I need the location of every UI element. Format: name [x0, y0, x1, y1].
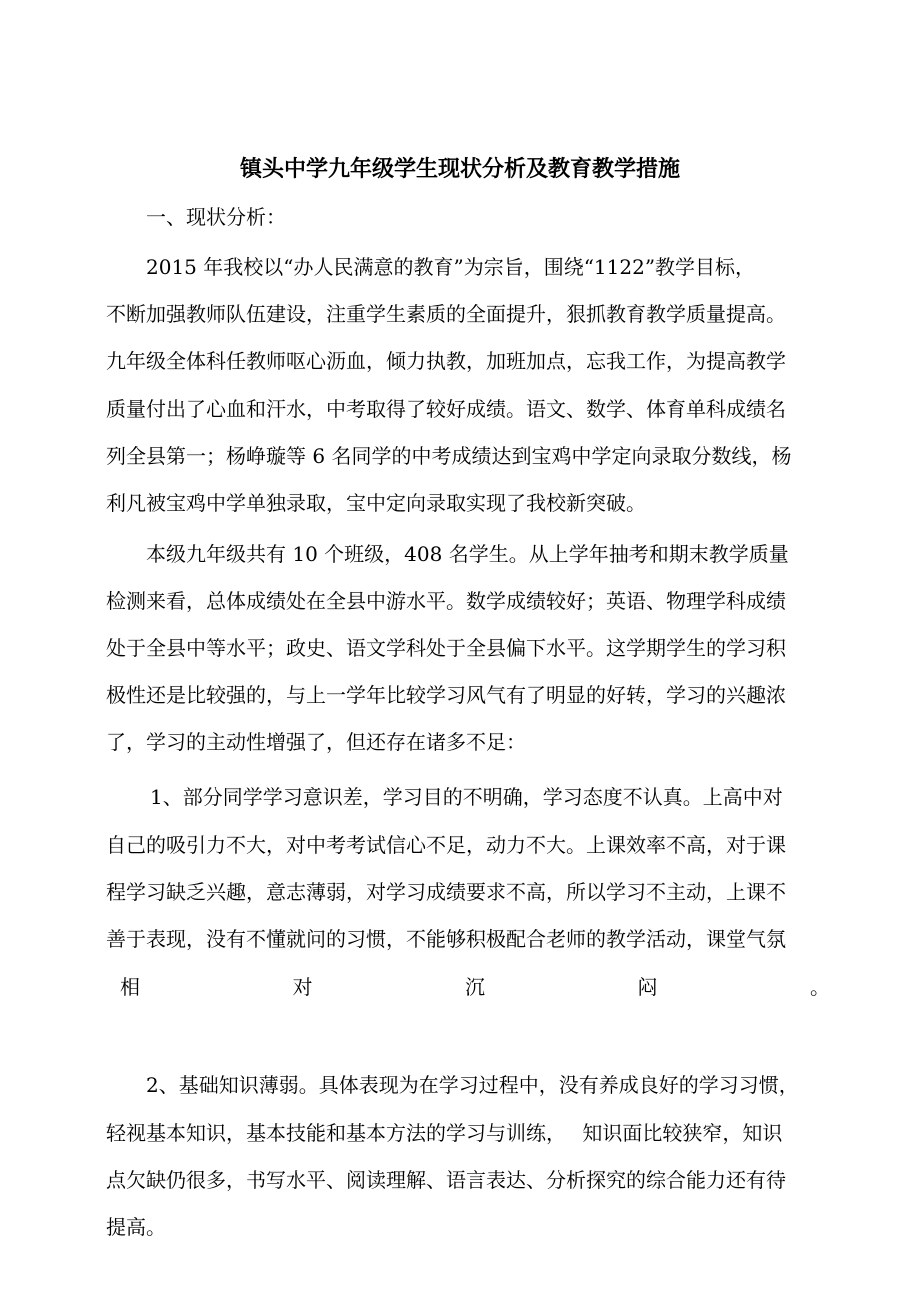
paragraph-4-line: 2、基础知识薄弱。具体表现为在学习过程中，没有养成良好的学习习惯， [146, 1073, 799, 1097]
document-title: 镇头中学九年级学生现状分析及教育教学措施 [239, 157, 680, 182]
section-heading: 一、现状分析： [146, 205, 286, 229]
paragraph-4-line: 提高。 [106, 1215, 166, 1239]
paragraph-3-line: 自己的吸引力不大，对中考考试信心不足，动力不大。上课效率不高，对于课 [106, 833, 786, 857]
paragraph-3-line: 程学习缺乏兴趣，意志薄弱，对学习成绩要求不高，所以学习不主动，上课不 [106, 880, 786, 904]
justified-char: 相 [120, 975, 140, 999]
paragraph-2-line: 处于全县中等水平；政史、语文学科处于全县偏下水平。这学期学生的学习积 [106, 636, 786, 660]
paragraph-3-justified-line [120, 972, 830, 1002]
justified-char: 。 [810, 975, 830, 999]
paragraph-2-line: 了，学习的主动性增强了，但还存在诸多不足： [106, 730, 526, 754]
paragraph-1-line: 质量付出了心血和汗水，中考取得了较好成绩。语文、数学、体育单科成绩名 [106, 397, 786, 421]
paragraph-3-line: 善于表现，没有不懂就问的习惯，不能够积极配合老师的教学活动，课堂气氛 [106, 927, 786, 951]
paragraph-2-line: 极性还是比较强的，与上一学年比较学习风气有了明显的好转，学习的兴趣浓 [106, 683, 786, 707]
paragraph-1-line: 2015 年我校以“办人民满意的教育”为宗旨，围绕“1122”教学目标， [146, 255, 756, 279]
paragraph-4-line: 轻视基本知识，基本技能和基本方法的学习与训练， 知识面比较狭窄，知识 [106, 1121, 783, 1145]
justified-char: 闷 [637, 975, 658, 999]
paragraph-1-line: 列全县第一；杨峥璇等 6 名同学的中考成绩达到宝鸡中学定向录取分数线，杨 [106, 444, 792, 468]
paragraph-2-line: 检测来看，总体成绩处在全县中游水平。数学成绩较好；英语、物理学科成绩 [106, 589, 786, 613]
paragraph-1-line: 利凡被宝鸡中学单独录取，宝中定向录取实现了我校新突破。 [106, 491, 646, 515]
paragraph-4-line: 点欠缺仍很多，书写水平、阅读理解、语言表达、分析探究的综合能力还有待 [106, 1168, 786, 1192]
paragraph-2-line: 本级九年级共有 10 个班级，408 名学生。从上学年抽考和期末教学质量 [146, 542, 789, 566]
paragraph-1-line: 不断加强教师队伍建设，注重学生素质的全面提升，狠抓教育教学质量提高。 [106, 302, 786, 326]
paragraph-1-line: 九年级全体科任教师呕心沥血，倾力执教，加班加点，忘我工作，为提高教学 [106, 349, 786, 373]
justified-char: 沉 [465, 975, 485, 999]
paragraph-3-line: 1、部分同学学习意识差，学习目的不明确，学习态度不认真。上高中对 [150, 785, 783, 809]
justified-char: 对 [292, 975, 313, 999]
